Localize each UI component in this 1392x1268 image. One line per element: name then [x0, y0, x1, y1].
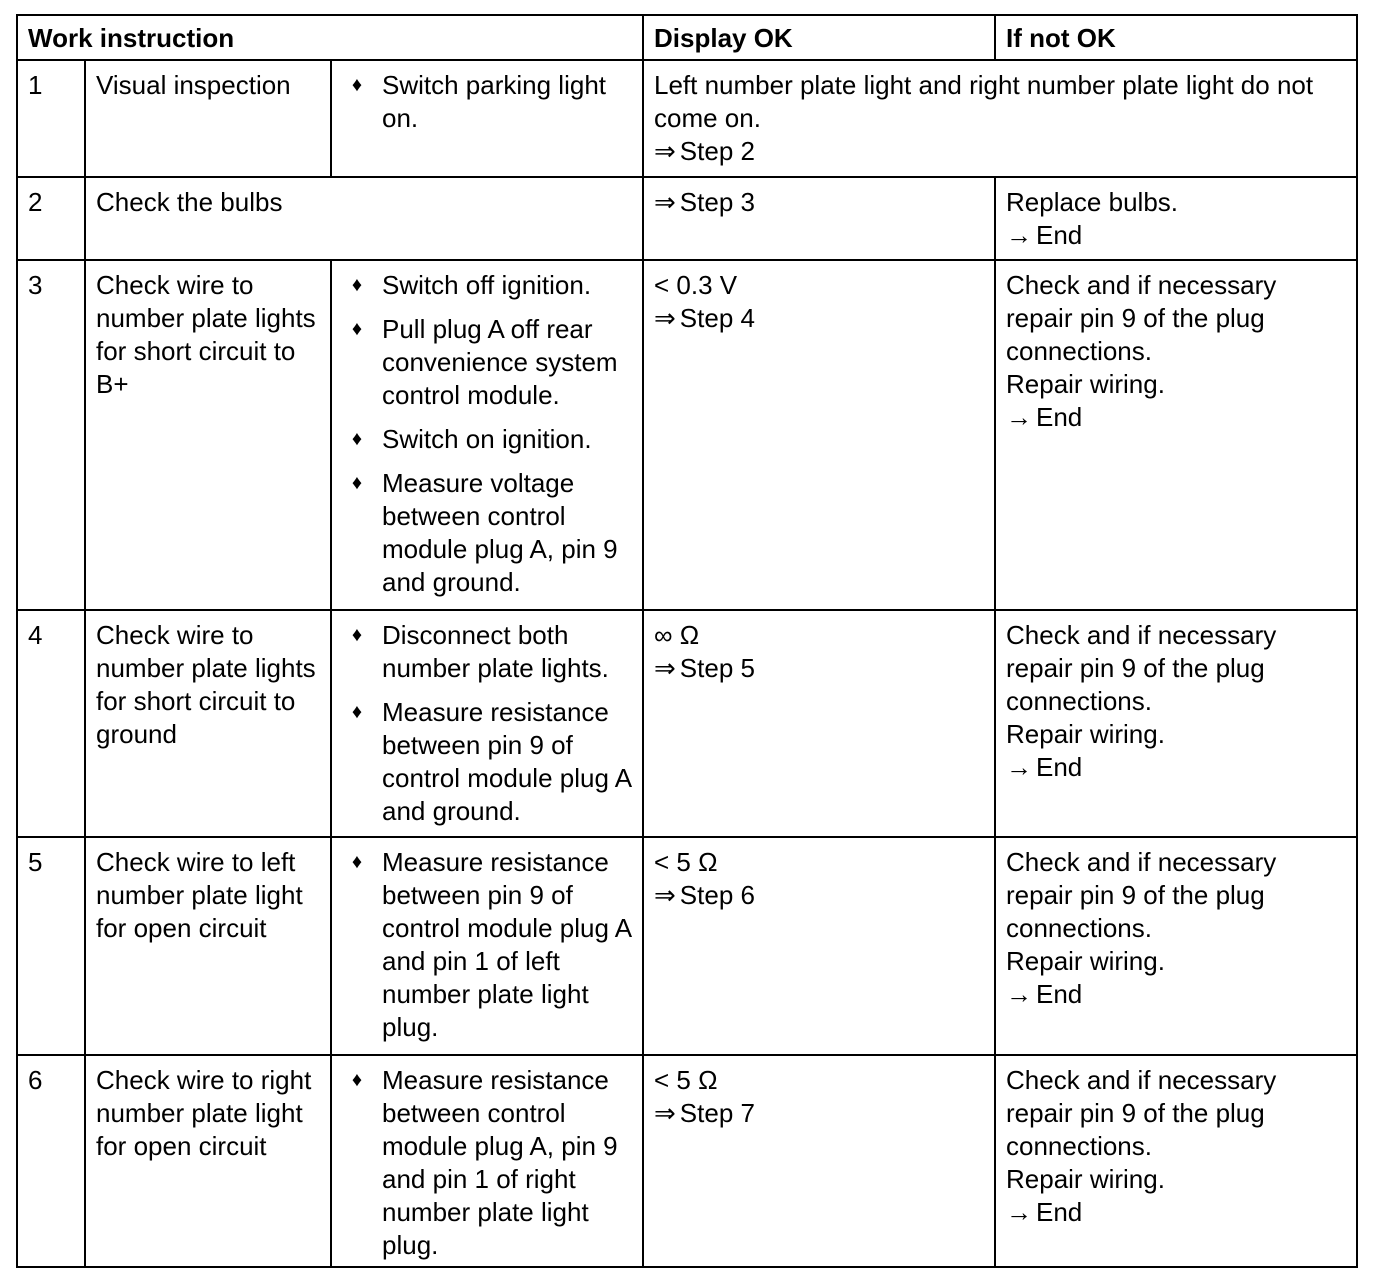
list-item: [342, 69, 632, 135]
measured-value: < 5 Ω: [654, 1065, 718, 1095]
step-number: 6: [17, 1055, 85, 1267]
action-list: [342, 269, 632, 599]
action-text: Switch off ignition.: [382, 270, 592, 300]
right-arrow-icon: →: [1006, 979, 1032, 1009]
diamond-bullet-icon: ♦: [351, 318, 363, 340]
header-row: [17, 15, 1357, 60]
measured-value: < 5 Ω: [654, 847, 718, 877]
action-text: Measure resistance between control module plug A, pin 9 and pin 1 of right number plate light plug.: [382, 1065, 618, 1260]
next-step: [654, 879, 984, 912]
remedy-text: Repair wiring.: [1006, 369, 1165, 399]
work-instruction-table: [16, 14, 1358, 1268]
next-step: [654, 1097, 984, 1130]
double-arrow-icon: ⇒: [654, 136, 676, 166]
end-label: End: [1036, 402, 1083, 432]
action-text: Measure resistance between pin 9 of control module plug A and pin 1 of left number plate light plug.: [382, 847, 631, 1042]
if-not-ok-cell: [995, 1055, 1357, 1267]
check-description: Visual inspection: [85, 60, 331, 177]
if-not-ok-cell: [995, 837, 1357, 1055]
remedy-text: Check and if necessary repair pin 9 of the plug connections.: [1006, 620, 1277, 716]
list-item: [342, 846, 632, 1044]
actions-cell: [331, 260, 643, 610]
action-text: Measure resistance between pin 9 of control module plug A and ground.: [382, 697, 631, 826]
remedy-text: Repair wiring.: [1006, 946, 1165, 976]
table-row: [17, 260, 1357, 610]
next-step-label: Step 4: [679, 303, 755, 333]
next-step: [654, 135, 1346, 168]
action-text: Measure voltage between control module plug A, pin 9 and ground.: [382, 468, 618, 597]
diamond-bullet-icon: ♦: [351, 472, 363, 494]
if-not-ok-cell: [995, 177, 1357, 260]
check-description: Check wire to right number plate light for open circuit: [85, 1055, 331, 1267]
double-arrow-icon: ⇒: [654, 880, 676, 910]
list-item: [342, 696, 632, 828]
measured-value: < 0.3 V: [654, 270, 738, 300]
action-list: [342, 619, 632, 828]
diamond-bullet-icon: ♦: [351, 74, 363, 96]
table-row: [17, 177, 1357, 260]
table-row: [17, 837, 1357, 1055]
result-text: Left number plate light and right number plate light do not come on.: [654, 70, 1314, 133]
next-step: [654, 186, 984, 219]
diamond-bullet-icon: ♦: [351, 851, 363, 873]
diamond-bullet-icon: ♦: [351, 1069, 363, 1091]
step-number: 2: [17, 177, 85, 260]
diamond-bullet-icon: ♦: [351, 428, 363, 450]
end-marker: [1006, 1196, 1346, 1229]
table-row: [17, 1055, 1357, 1267]
step-number: 3: [17, 260, 85, 610]
action-text: Switch parking light on.: [382, 70, 606, 133]
action-list: [342, 846, 632, 1044]
header-display-ok: Display OK: [643, 15, 995, 60]
action-text: Pull plug A off rear convenience system control module.: [382, 314, 618, 410]
end-label: End: [1036, 1197, 1083, 1227]
remedy-text: Repair wiring.: [1006, 719, 1165, 749]
display-ok-cell: [643, 177, 995, 260]
diamond-bullet-icon: ♦: [351, 274, 363, 296]
list-item: [342, 313, 632, 412]
table-row: [17, 60, 1357, 177]
list-item: [342, 423, 632, 456]
end-label: End: [1036, 979, 1083, 1009]
step-number: 1: [17, 60, 85, 177]
display-ok-cell: [643, 837, 995, 1055]
header-if-not-ok: If not OK: [995, 15, 1357, 60]
right-arrow-icon: →: [1006, 402, 1032, 432]
action-list: [342, 69, 632, 135]
actions-cell: [331, 1055, 643, 1267]
end-marker: [1006, 751, 1346, 784]
if-not-ok-cell: [995, 610, 1357, 837]
end-label: End: [1036, 220, 1083, 250]
check-description: Check wire to left number plate light for open circuit: [85, 837, 331, 1055]
action-list: [342, 1064, 632, 1262]
right-arrow-icon: →: [1006, 1197, 1032, 1227]
right-arrow-icon: →: [1006, 220, 1032, 250]
step-number: 5: [17, 837, 85, 1055]
remedy-text: Check and if necessary repair pin 9 of the plug connections.: [1006, 847, 1277, 943]
list-item: [342, 467, 632, 599]
list-item: [342, 1064, 632, 1262]
display-ok-cell: [643, 610, 995, 837]
check-description: Check wire to number plate lights for short circuit to B+: [85, 260, 331, 610]
next-step-label: Step 3: [679, 187, 755, 217]
header-work-instruction: Work instruction: [17, 15, 643, 60]
actions-cell: [331, 60, 643, 177]
remedy-text: Check and if necessary repair pin 9 of the plug connections.: [1006, 1065, 1277, 1161]
check-description: Check the bulbs: [85, 177, 643, 260]
next-step-label: Step 6: [679, 880, 755, 910]
right-arrow-icon: →: [1006, 752, 1032, 782]
end-marker: [1006, 219, 1346, 252]
diamond-bullet-icon: ♦: [351, 624, 363, 646]
actions-cell: [331, 837, 643, 1055]
next-step-label: Step 2: [679, 136, 755, 166]
next-step: [654, 652, 984, 685]
diamond-bullet-icon: ♦: [351, 701, 363, 723]
table-row: [17, 610, 1357, 837]
list-item: [342, 269, 632, 302]
display-ok-cell: [643, 1055, 995, 1267]
remedy-text: Repair wiring.: [1006, 1164, 1165, 1194]
end-label: End: [1036, 752, 1083, 782]
action-text: Disconnect both number plate lights.: [382, 620, 609, 683]
end-marker: [1006, 978, 1346, 1011]
measured-value: ∞ Ω: [654, 620, 700, 650]
double-arrow-icon: ⇒: [654, 653, 676, 683]
end-marker: [1006, 401, 1346, 434]
next-step: [654, 302, 984, 335]
double-arrow-icon: ⇒: [654, 187, 676, 217]
next-step-label: Step 7: [679, 1098, 755, 1128]
check-description: Check wire to number plate lights for short circuit to ground: [85, 610, 331, 837]
double-arrow-icon: ⇒: [654, 303, 676, 333]
actions-cell: [331, 610, 643, 837]
action-text: Switch on ignition.: [382, 424, 592, 454]
step-number: 4: [17, 610, 85, 837]
next-step-label: Step 5: [679, 653, 755, 683]
display-ok-cell: [643, 60, 1357, 177]
double-arrow-icon: ⇒: [654, 1098, 676, 1128]
display-ok-cell: [643, 260, 995, 610]
if-not-ok-cell: [995, 260, 1357, 610]
remedy-text: Check and if necessary repair pin 9 of the plug connections.: [1006, 270, 1277, 366]
list-item: [342, 619, 632, 685]
remedy-text: Replace bulbs.: [1006, 187, 1178, 217]
